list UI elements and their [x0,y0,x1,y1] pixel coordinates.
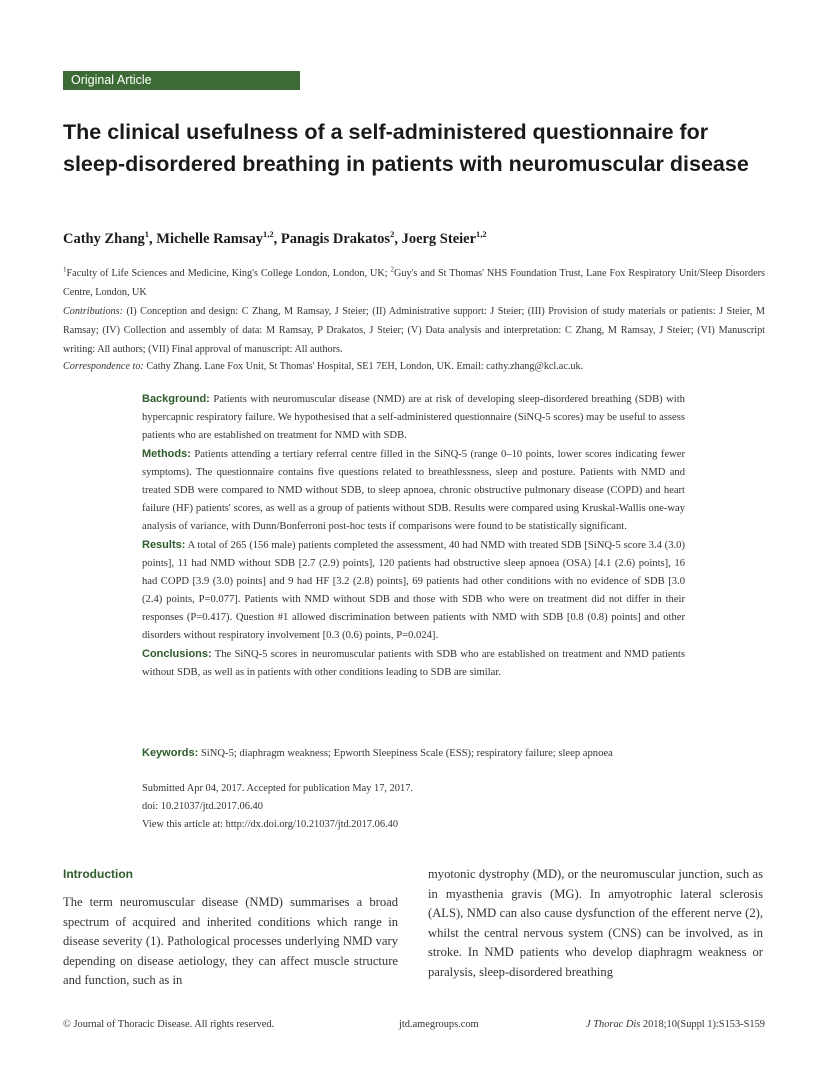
author-name: Panagis Drakatos [280,231,391,247]
submission-dates: Submitted Apr 04, 2017. Accepted for publication May 17, 2017. [142,783,413,794]
correspondence-text: Cathy Zhang. Lane Fox Unit, St Thomas' Hospital, SE1 7EH, London, UK. Email: cathy.zhang@kcl.ac.uk. [146,361,584,372]
author-affiliation-mark: 1 [144,229,150,240]
body-text-right-column: myotonic dystrophy (MD), or the neuromuscular junction, such as in myasthenia gravis (MG). In amyotrophic lateral sclerosis (ALS), NMD can also cause dysfunction of the efferent nerve (2), whilst the central nervous system (CNS) can be involved, as in stroke. In NMD patients who develop diaphragm weakness or paralysis, sleep-disordered breathing [428,867,763,979]
conclusions-text: The SiNQ-5 scores in neuromuscular patients with SDB who are established on treatment and NMD patients without SDB, as well as in patients with other conditions leading to SDB are similar. [142,649,685,678]
abstract-conclusions [142,645,685,682]
author-affiliation-mark: 1,2 [263,229,274,240]
results-label: Results: [142,539,186,551]
article-type-badge: Original Article [63,71,300,90]
correspondence [63,357,765,376]
contributions-text: (I) Conception and design: C Zhang, M Ramsay, J Steier; (II) Administrative support: J Steier; (III) Provision of study materials or patients: J Steier, M Ramsay; (IV) Collection and assembly of data: M Ramsay, P Drakatos, J Steier; (V) Data analysis and interpretation: C Zhang, M Ramsay, J Steier; (VI) Manuscript writing: All authors; (VII) Final approval of manuscript: All authors. [63,306,765,355]
affiliation-mark: 1 [63,265,67,274]
affiliation-text: Faculty of Life Sciences and Medicine, King's College London, London, UK; [66,268,391,279]
abstract-methods [142,445,685,536]
methods-label: Methods: [142,448,191,460]
keywords [142,744,702,763]
copyright: © Journal of Thoracic Disease. All rights reserved. [63,1019,275,1030]
keywords-label: Keywords: [142,747,199,759]
article-link[interactable]: View this article at: http://dx.doi.org/10.21037/jtd.2017.06.40 [142,819,399,830]
doi: doi: 10.21037/jtd.2017.06.40 [142,801,263,812]
conclusions-label: Conclusions: [142,648,212,660]
affiliations [63,264,765,302]
abstract-background [142,390,685,445]
journal-abbrev: J Thorac Dis [586,1019,641,1030]
author-affiliation-mark: 1,2 [476,229,487,240]
author-name: Michelle Ramsay [156,231,264,247]
journal-website[interactable]: jtd.amegroups.com [399,1019,479,1030]
methods-text: Patients attending a tertiary referral centre filled in the SiNQ-5 (range 0–10 points, lower scores indicating fewer symptoms). The questionnaire contains five questions related to breathlessness, sleep and posture. Patients with NMD and treated SDB were compared to NMD without SDB, to sleep apnoea, chronic obstructive pulmonary disease (COPD) and heart failure (HF) patients' scores, as well as a group of patients without SDB. Results were compared using Kruskal-Wallis one-way analysis of variance, with Dunn/Bonferroni post-hoc tests if comparisons were found to be statistically significant. [142,449,685,532]
background-text: Patients with neuromuscular disease (NMD) are at risk of developing sleep-disordered breathing (SDB) with hypercapnic respiratory failure. We hypothesised that a self-administered questionnaire (SiNQ-5 scores) may be useful to assess patients who are established on treatment for NMD with SDB. [142,394,685,441]
author-list: Cathy Zhang$^1$, Michelle Ramsay$^{1,2}$, Panagis Drakatos$^2$, Joerg Steier$^{1,2}$ [63,229,487,247]
page-footer [63,1019,765,1037]
volume-pages: 2018;10(Suppl 1):S153-S159 [642,1019,765,1030]
body-text-left-column: The term neuromuscular disease (NMD) summarises a broad spectrum of acquired and inherited conditions which range in disease severity (1). Pathological processes underlying NMD vary depending on disease aetiology, they can affect muscle structure and function, such as in [63,895,398,988]
citation [586,1019,765,1030]
article-title: The clinical usefulness of a self-administered questionnaire for sleep-disordered breathing in patients with neuromuscular disease [63,120,749,176]
section-heading: Introduction [63,867,133,881]
affiliation-mark: 2 [390,265,394,274]
author-name: Joerg Steier [401,231,477,247]
affiliation-text: Guy's and St Thomas' NHS Foundation Trust, Lane Fox Respiratory Unit/Sleep Disorders Centre, London, UK [63,268,765,298]
contributions-label: Contributions: [63,306,124,317]
background-label: Background: [142,393,210,405]
author-affiliation-mark: 2 [390,229,395,240]
publication-dates [142,780,702,834]
results-text: A total of 265 (156 male) patients completed the assessment, 40 had NMD with treated SDB [SiNQ-5 score 3.4 (3.0) points], 11 had NMD without SDB [2.7 (2.9) points], 120 patients had obstructive sleep apnoea (OSA) [4.1 (2.6) points], 16 had COPD [3.9 (3.0) points] and 9 had HF [3.2 (2.8) points], 69 patients had other conditions with no evidence of SDB [3.0 (2.4) points, P=0.077]. Patients with NMD without SDB and those with SDB who were on treatment did not differ in their responses (P=0.417). Question #1 allowed discrimination between patients with NMD with SDB [0.8 (0.8) points] and other disorders without respiratory involvement [0.3 (0.6) points, P=0.024]. [142,540,685,641]
contributions [63,302,765,359]
keywords-text: SiNQ-5; diaphragm weakness; Epworth Sleepiness Scale (ESS); respiratory failure; sleep apnoea [200,748,613,759]
abstract-results [142,536,685,645]
abstract [142,390,685,682]
correspondence-label: Correspondence to: [63,361,144,372]
author-name: Cathy Zhang [63,231,145,247]
